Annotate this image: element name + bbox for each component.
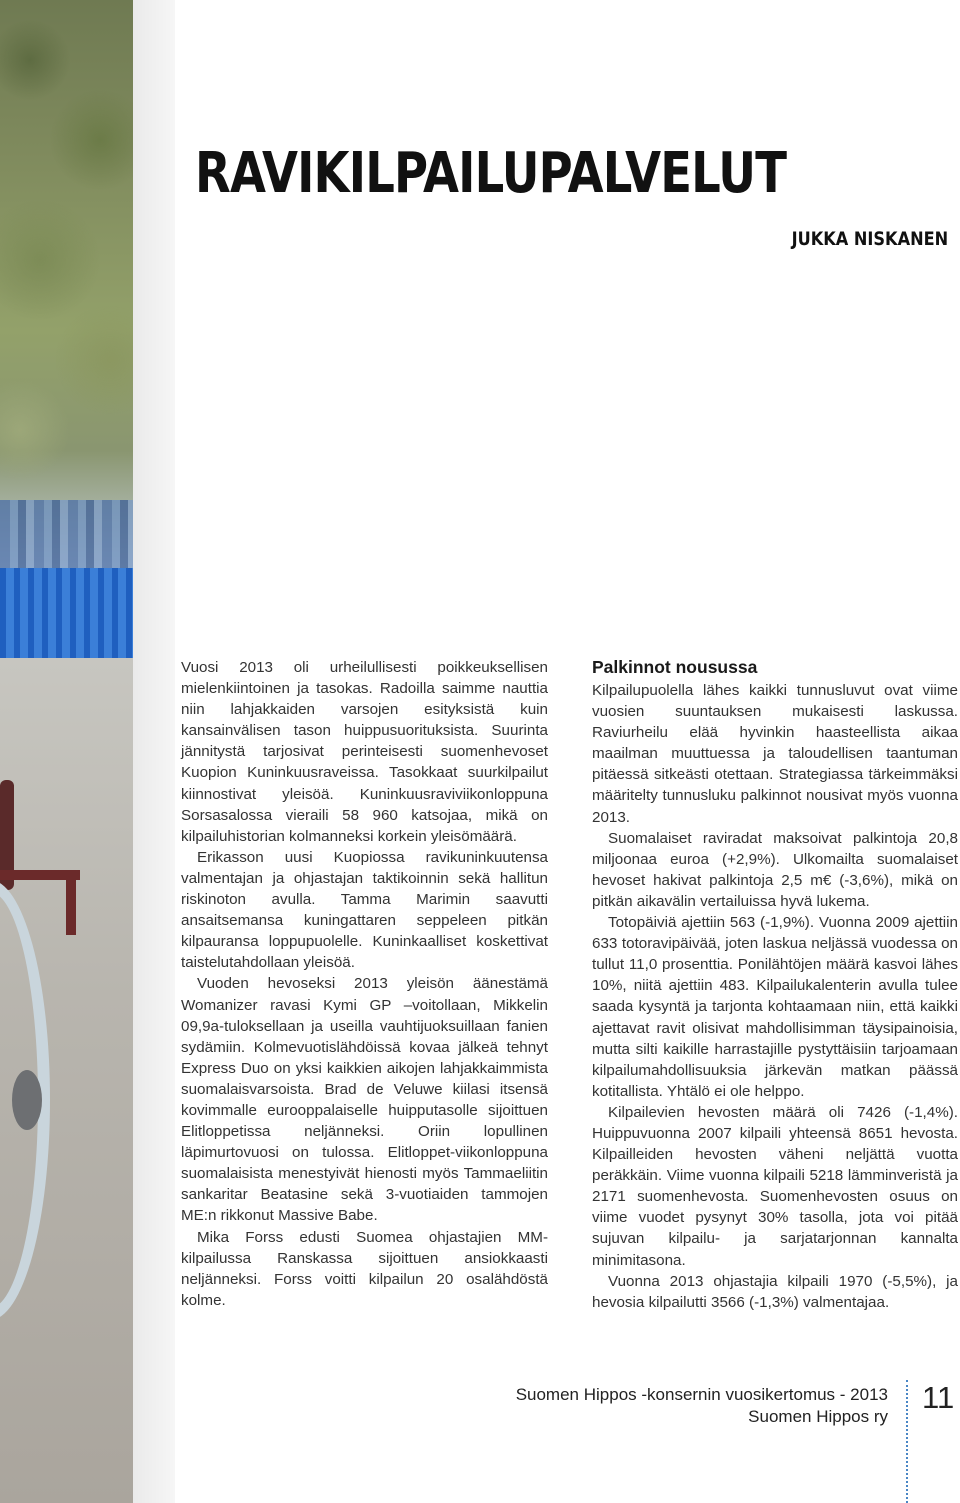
author-name: JUKKA NISKANEN	[791, 228, 948, 250]
paragraph: Mika Forss edusti Suomea ohjastajien MM-kilpailussa Ranskassa sijoittuen ansiokkaasti neljänneksi. Forss voitti kilpailun 20 osalähdöstä kolme.	[181, 1228, 548, 1309]
photo-shadow-strip	[133, 0, 175, 1503]
footer-divider	[906, 1380, 908, 1503]
paragraph: Vuosi 2013 oli urheilullisesti poikkeuksellisen mielenkiintoinen ja tasokas. Radoilla saimme nauttia niin lahjakkaiden varsojen esityksistä kuin kansainvälisen tason huippusuorituksista. Suurinta jännitystä tarjosivat perinteisesti suomenhevoset Kuopion Kuninkuusraveissa. Tasokkaat suurkilpailut kiinnostivat yleisöä. Kuninkuusraviviikonloppuna Sorsasalossa vieraili 58 960 katsojaa, mikä on kilpailuhistorian kolmanneksi korkein yleisömäärä.	[181, 659, 548, 845]
photo-fence	[0, 568, 133, 658]
paragraph: Vuonna 2013 ohjastajia kilpaili 1970 (-5,5%), ja hevosia kilpailutti 3566 (-1,3%) valmentajaa.	[592, 1272, 958, 1311]
photo-foliage	[0, 0, 133, 520]
harness-racing-photo	[0, 0, 133, 1503]
footer-report-title: Suomen Hippos -konsernin vuosikertomus - 2013	[515, 1385, 888, 1404]
photo-sulky-strut	[66, 875, 76, 935]
footer-organization: Suomen Hippos ry	[748, 1407, 888, 1426]
left-column	[181, 657, 548, 1311]
paragraph: Totopäiviä ajettiin 563 (-1,9%). Vuonna 2009 ajettiin 633 totoravipäivää, joten laskua neljässä vuodessa on tullut 11,0 prosenttia. Ponilähtöjen määrä kasvoi lähes 10%, niitä ajettiin 483. Kilpailukalenterin avulla tulee saada kysyntä ja tarjonta kohtaamaan niin, että kaikki ajettavat ravit olisivat mahdollisimman täysipainoisia, mutta silti kaikille harrastajille pystyttäisiin tarjoamaan kilpailumahdollisuuksia järkevän matkan päässä kotitallista. Yhtälö ei ole helppo.	[592, 914, 958, 1100]
section-heading: Palkinnot nousussa	[592, 657, 758, 677]
photo-wheel-hub	[12, 1070, 42, 1130]
photo-crowd	[0, 500, 133, 570]
right-column	[592, 656, 958, 1313]
footer	[516, 1384, 888, 1428]
paragraph: Suomalaiset raviradat maksoivat palkintoja 20,8 miljoonaa euroa (+2,9%). Ulkomailta suomalaiset hevoset hakivat palkintoja 2,5 m€ (-3,6%), mikä on pitkän aikavälin vertailuissa hyvä lukema.	[592, 829, 958, 910]
paragraph: Erikasson uusi Kuopiossa ravikuninkuutensa valmentajan ja ohjastajan taktikoinnin sekä hallitun riskinoton avulla. Tamma Marimin saavutti ansaitsemansa kuningattaren seppeleen pitkän kilpauransa loppupuolelle. Kuninkaalliset koskettivat taistelutahdollaan yleisöä.	[181, 848, 548, 972]
page-number: 11	[922, 1380, 955, 1415]
paragraph: Kilpailupuolella lähes kaikki tunnusluvut ovat viime vuosien suuntauksen mukaisesti laskussa. Raviurheilu elää hyvinkin haasteellista aikaa maailman muuttuessa ja taloudellisen taantuman pitäessä sitkeästi otettaan. Strategiassa tärkeimmäksi määritelty tunnusluku palkinnot nousivat myös vuonna 2013.	[592, 682, 958, 826]
paragraph: Kilpailevien hevosten määrä oli 7426 (-1,4%). Huippuvuonna 2007 kilpaili yhteensä 8651 hevosta. Kilpailleiden hevosten väheni neljättä vuotta peräkkäin. Viime vuonna kilpaili 5218 lämminveristä ja 2171 suomenhevosta. Suomenhevosten osuus on viime vuodet pysynyt 30% tasolla, jota voi pitää sujuvan kilpailu- ja sarjatarjonnan kannalta minimitasona.	[592, 1103, 958, 1269]
page-title: RAVIKILPAILUPALVELUT	[195, 141, 787, 206]
paragraph: Vuoden hevoseksi 2013 yleisön äänestämä Womanizer ravasi Kymi GP –voitollaan, Mikkelin 09,9a-tuloksellaan ja useilla vauhtijuoksuillaan fanien sydämiin. Kolmevuotislähdöissä kovaa jälkeä tehnyt Express Duo on yksi kaikkien aikojen lahjakkaimmista suomalaisvarsoista. Brad de Veluwe kiilasi itsensä kovimmalle eurooppalaiselle huipputasolle sijoittuen Elitloppetissa neljänneksi. Oriin lopullinen läpimurtovuosi on tulossa. Elitloppet-viikonloppuna suomalaisista menestyivät hienosti myös Tammaeliitin sankaritar Beatasine sekä 3-vuotiaiden tammojen ME:n rikkonut Massive Babe.	[181, 975, 548, 1225]
